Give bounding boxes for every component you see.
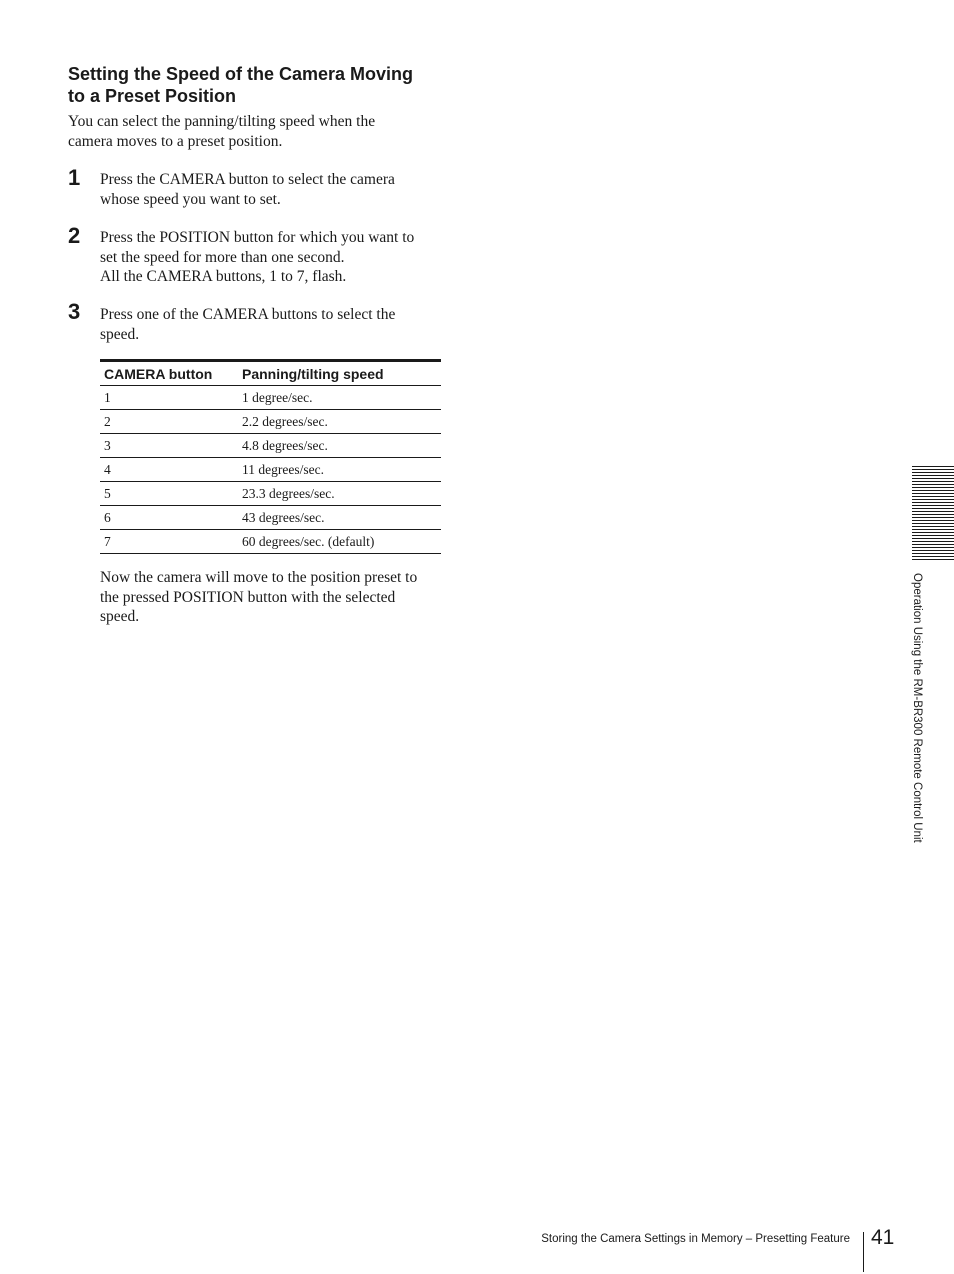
cell-speed: 23.3 degrees/sec. (238, 482, 441, 506)
table-row (100, 482, 441, 506)
page-number: 41 (871, 1226, 895, 1249)
footer-divider (863, 1232, 864, 1272)
cell-camera-button: 6 (100, 506, 238, 530)
cell-speed: 60 degrees/sec. (default) (238, 530, 441, 554)
table-row (100, 506, 441, 530)
section-heading (68, 63, 448, 107)
header-camera-button: CAMERA button (100, 361, 238, 386)
section-heading-line: to a Preset Position (68, 86, 237, 106)
cell-camera-button: 7 (100, 530, 238, 554)
step-line: set the speed for more than one second. (100, 248, 345, 266)
step-line: Press one of the CAMERA buttons to select the (100, 306, 396, 323)
table-row (100, 386, 441, 410)
cell-speed: 43 degrees/sec. (238, 506, 441, 530)
closing-line: the pressed POSITION button with the selected (100, 588, 396, 606)
side-tab-marker (912, 466, 954, 560)
header-speed: Panning/tilting speed (238, 361, 441, 386)
cell-speed: 4.8 degrees/sec. (238, 434, 441, 458)
cell-camera-button: 3 (100, 434, 238, 458)
step-line: All the CAMERA buttons, 1 to 7, flash. (100, 268, 347, 285)
closing-line: speed. (100, 608, 140, 625)
step-line: whose speed you want to set. (100, 190, 281, 208)
speed-table (100, 359, 441, 554)
step-text-2 (100, 228, 445, 287)
step-number-1: 1 (68, 165, 81, 190)
cell-camera-button: 2 (100, 410, 238, 434)
section-heading-line: Setting the Speed of the Camera Moving (68, 64, 414, 84)
cell-camera-button: 5 (100, 482, 238, 506)
cell-speed: 1 degree/sec. (238, 386, 441, 410)
step-number-3: 3 (68, 299, 81, 324)
table-row (100, 530, 441, 554)
side-tab-label: Operation Using the RM-BR300 Remote Control Unit (911, 573, 923, 843)
step-line: speed. (100, 325, 140, 343)
table-row (100, 434, 441, 458)
intro-line: camera moves to a preset position. (68, 133, 283, 150)
cell-camera-button: 4 (100, 458, 238, 482)
intro-line: You can select the panning/tilting speed when the (68, 113, 376, 130)
closing-line: Now the camera will move to the position preset to (100, 569, 418, 586)
closing-paragraph (100, 568, 445, 627)
step-text-1 (100, 170, 445, 209)
step-line: Press the POSITION button for which you want to (100, 229, 415, 246)
step-number-2: 2 (68, 223, 81, 248)
intro-paragraph (68, 112, 448, 152)
step-text-3 (100, 305, 445, 344)
cell-speed: 11 degrees/sec. (238, 458, 441, 482)
cell-camera-button: 1 (100, 386, 238, 410)
table-row (100, 458, 441, 482)
table-row (100, 410, 441, 434)
cell-speed: 2.2 degrees/sec. (238, 410, 441, 434)
step-line: Press the CAMERA button to select the camera (100, 171, 395, 188)
table-header-row (100, 361, 441, 386)
footer-section-title: Storing the Camera Settings in Memory – Presetting Feature (541, 1233, 850, 1245)
